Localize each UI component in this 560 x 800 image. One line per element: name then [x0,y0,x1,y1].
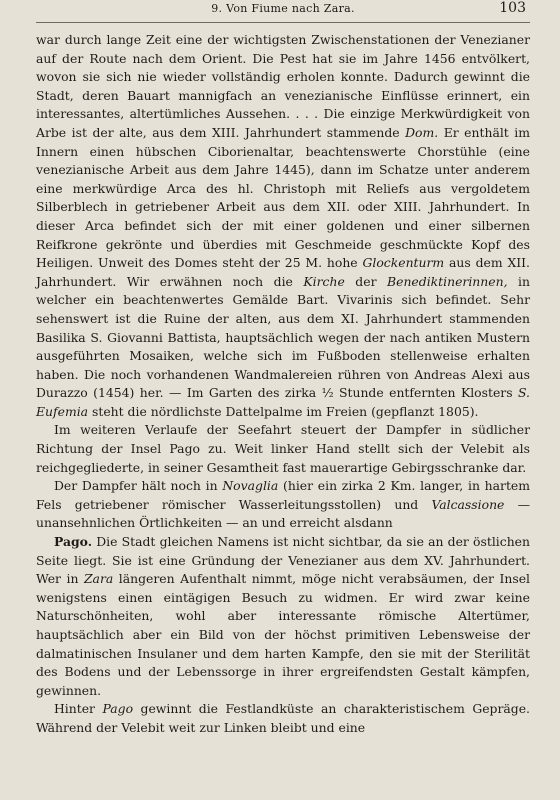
text-run: steht die nördlichste Dattelpalme im Freien (gepflanzt 1805). [88,403,479,419]
paragraph-p3 [36,477,530,533]
italic-text-run: Dom. [405,124,439,140]
text-run: aus dem XII. Jahrhundert. Wir erwähnen noch die [36,255,530,289]
text-run: längeren Aufenthalt nimmt, möge nicht verabsäumen, der Insel wenigstens einen eintägigen Besuch zu widmen. Er wird zwar keine Naturschönheiten, wohl aber interessante römische Altertümer, hauptsächlich aber ein Bild von der höchst primitiven Lebensweise der dalmatinischen Insulaner und dem harten Kampfe, den sie mit der Sterilität des Bodens und der Lebenssorge in ihrer ergreifendsten Gestalt kämpfen, gewinnen. [36,571,530,698]
italic-text-run: Benediktinerinnen, [387,273,508,289]
paragraph-p5 [36,700,530,737]
text-run: war durch lange Zeit eine der wichtigsten Zwischenstationen der Venezianer auf der Route nach dem Orient. Die Pest hat sie im Jahre 1456 entvölkert, wovon sie sich nie wieder vollständig erholen konnte. Dadurch gewinnt die Stadt, deren Bauart mannigfach an venezianische Einflüsse erinnert, ein interessantes, altertümliches Aussehen. . . . Die einzige Merkwürdigkeit von Arbe ist der alte, aus dem XIII. Jahrhundert stammende [36,32,530,140]
text-run: Hinter [54,701,103,717]
text-run: (hier ein zirka 2 Km. langer, in hartem Fels getriebener römischer Wasserleitungsstollen) und [36,478,531,512]
text-run: in welcher ein beachtenwertes Gemälde Bart. Vivarinis sich befindet. Sehr sehenswert ist die Ruine der alten, aus dem XI. Jahrhundert stammenden Basilika S. Giovanni Battista, hauptsächlich wegen der nach antiken Mustern ausgeführten Mosaiken, welche sich im Fußboden stellenweise erhalten haben. Die noch vorhandenen Wandmalereien rühren von Andreas Alexi aus Durazzo (1454) her. — Im Garten des zirka ½ Stunde entfernten Klosters [36,273,530,401]
text-run: gewinnt die Festlandküste an charakteristischem Gepräge. Während der Velebit weit zur Linken bleibt und eine [36,701,530,735]
paragraph-p1 [36,31,530,421]
italic-text-run: Novaglia [222,478,279,494]
italic-text-run: Zara [83,571,114,587]
text-run: Der Dampfer hält noch in [54,478,223,494]
paragraph-p2 [36,421,530,477]
page-number: 103 [499,0,526,16]
italic-text-run: Pago [102,701,134,717]
page-header [36,0,530,23]
bold-text-run: Pago. [54,534,93,550]
text-run: Die Stadt gleichen Namens ist nicht sichtbar, da sie an der östlichen Seite liegt. Sie ist eine Gründung der Venezianer aus dem XV. Jahrhundert. Wer in [36,534,530,587]
text-run: der [344,273,388,289]
text-run: — unansehnlichen Örtlichkeiten — an und erreicht alsdann [36,496,530,531]
text-run: Im weiteren Verlaufe der Seefahrt steuert der Dampfer in südlicher Richtung der Insel Pago zu. Weit linker Hand stellt sich der Velebit als reichgegliederte, in seiner Gesamtheit fast mauerartige Gebirgsschranke dar. [36,422,530,475]
paragraph-p4 [36,533,530,700]
running-head: 9. Von Fiume nach Zara. [211,2,355,15]
italic-text-run: Kirche [303,273,345,289]
text-run: Er enthält im Innern einen hübschen Ciborienaltar, beachtenswerte Chorstühle (eine venezianische Arbeit aus dem Jahre 1445), dann im Schatze unter anderem eine merkwürdige Arca des hl. Christoph mit Reliefs aus vergoldetem Silberblech in getriebener Arbeit aus dem XII. oder XIII. Jahrhundert. In dieser Arca befindet sich der mit einer goldenen und einer silbernen Reifkrone gekrönte und überdies mit Geschmeide geschmückte Kopf des Heiligen. Unweit des Domes steht der 25 M. hohe [36,124,530,271]
italic-text-run: Valcassione [431,496,505,512]
italic-text-run: S. Eufemia [36,385,530,419]
page-body [36,31,530,738]
italic-text-run: Glockenturm [362,255,445,271]
